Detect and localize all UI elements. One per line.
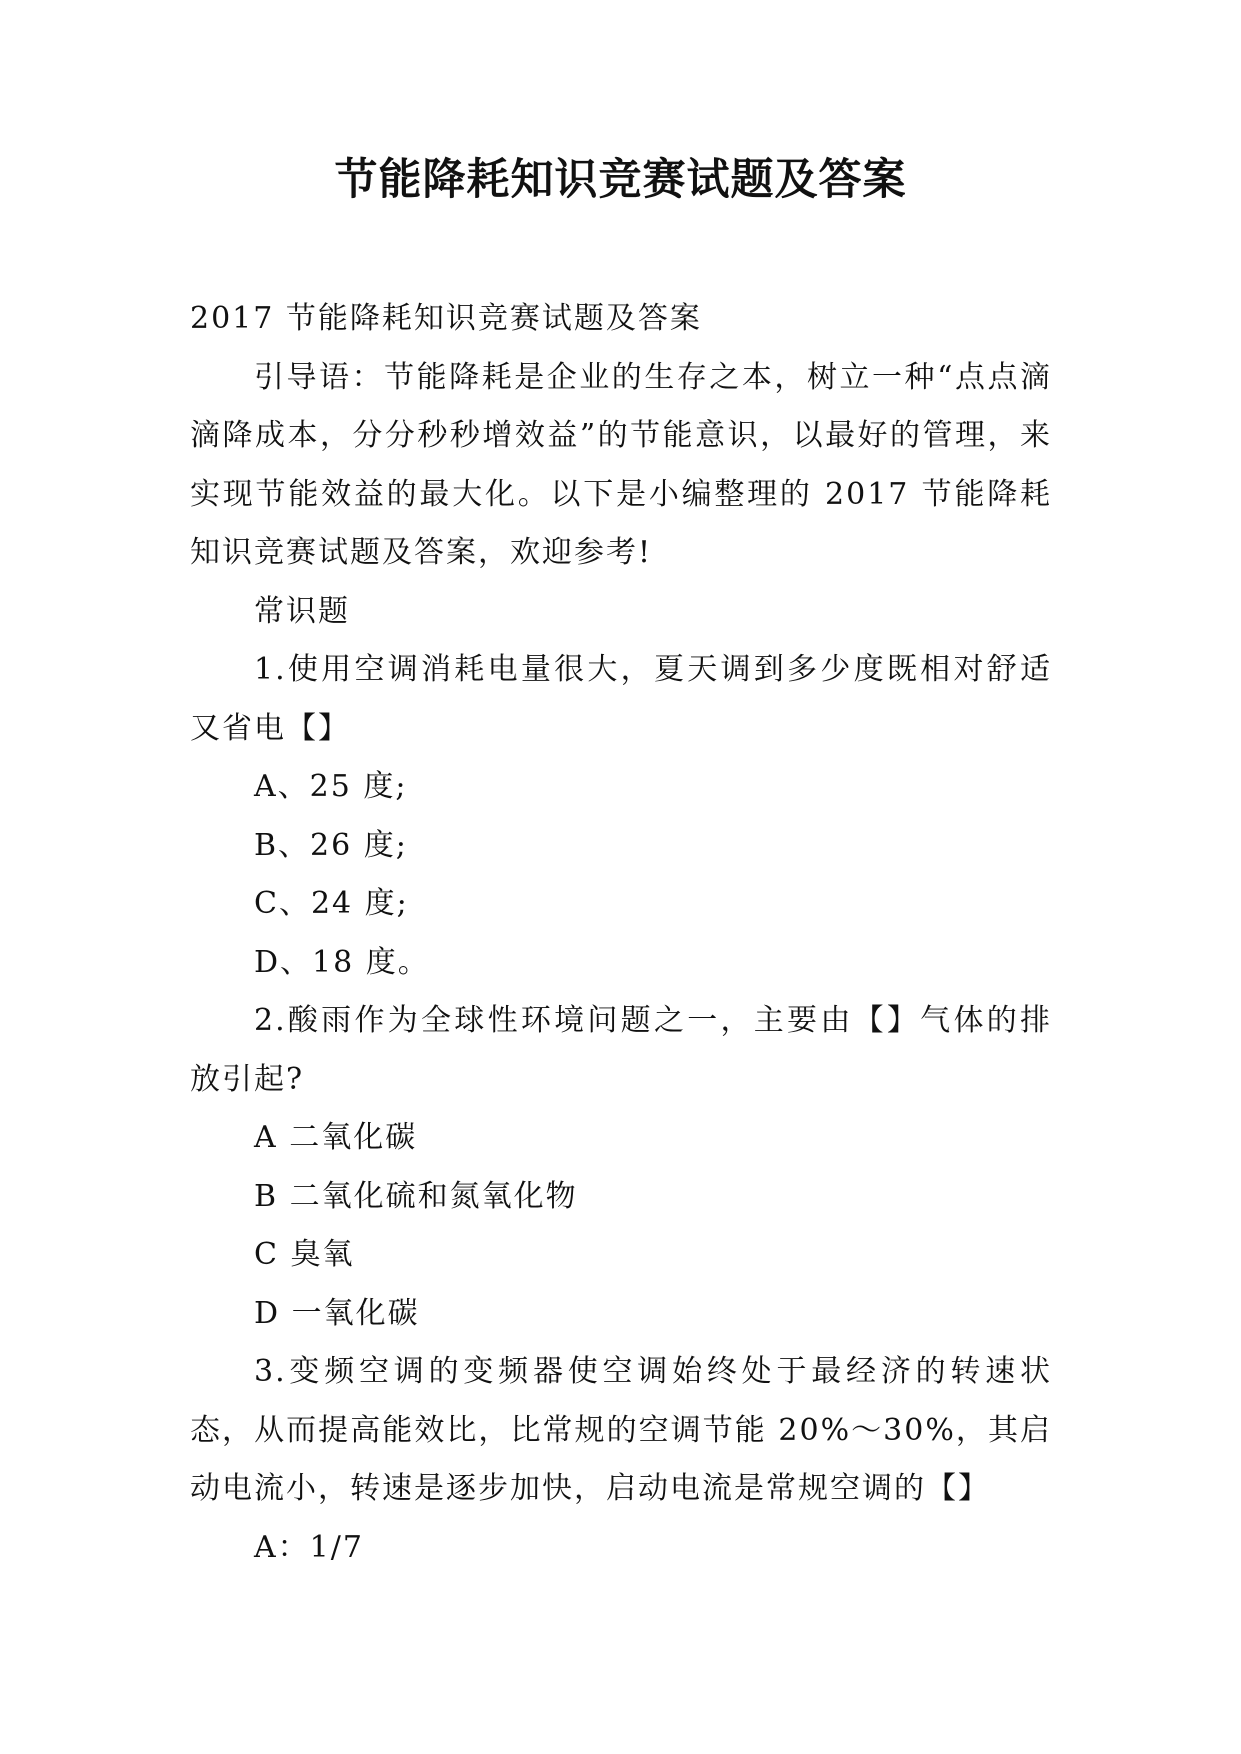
question-3-text: 3.变频空调的变频器使空调始终处于最经济的转速状态，从而提高能效比，比常规的空调节能 20%～30%，其启动电流小，转速是逐步加快，启动电流是常规空调的【】 [190,1354,1052,1506]
question-2-option-b: B 二氧化硫和氮氧化物 [254,1178,578,1214]
question-2-option-c: C 臭氧 [254,1237,355,1272]
question-2-option-d: D 一氧化碳 [254,1295,420,1331]
question-2-text: 2.酸雨作为全球性环境问题之一，主要由【】气体的排放引起? [190,1003,1052,1097]
document-body [190,290,1052,1577]
question-1-text: 1.使用空调消耗电量很大，夏天调到多少度既相对舒适又省电【】 [190,652,1052,746]
document-title: 节能降耗知识竞赛试题及答案 [334,155,907,205]
question-3-option-a: A：1/7 [254,1529,364,1565]
question-1-option-b: B、26 度; [254,827,408,863]
question-1-option-a: A、25 度; [254,769,408,804]
document-subtitle: 2017 节能降耗知识竞赛试题及答案 [190,301,702,336]
question-1-option-d: D、18 度。 [254,944,430,980]
intro-paragraph: 引导语：节能降耗是企业的生存之本，树立一种“点点滴滴降成本，分分秒秒增效益”的节能意识，以最好的管理，来实现节能效益的最大化。以下是小编整理的 2017 节能降耗知识竞赛试题及答案，欢迎参考! [190,359,1052,570]
section-heading: 常识题 [254,593,350,629]
question-1-option-c: C、24 度; [254,886,409,921]
question-2-option-a: A 二氧化碳 [254,1120,418,1155]
